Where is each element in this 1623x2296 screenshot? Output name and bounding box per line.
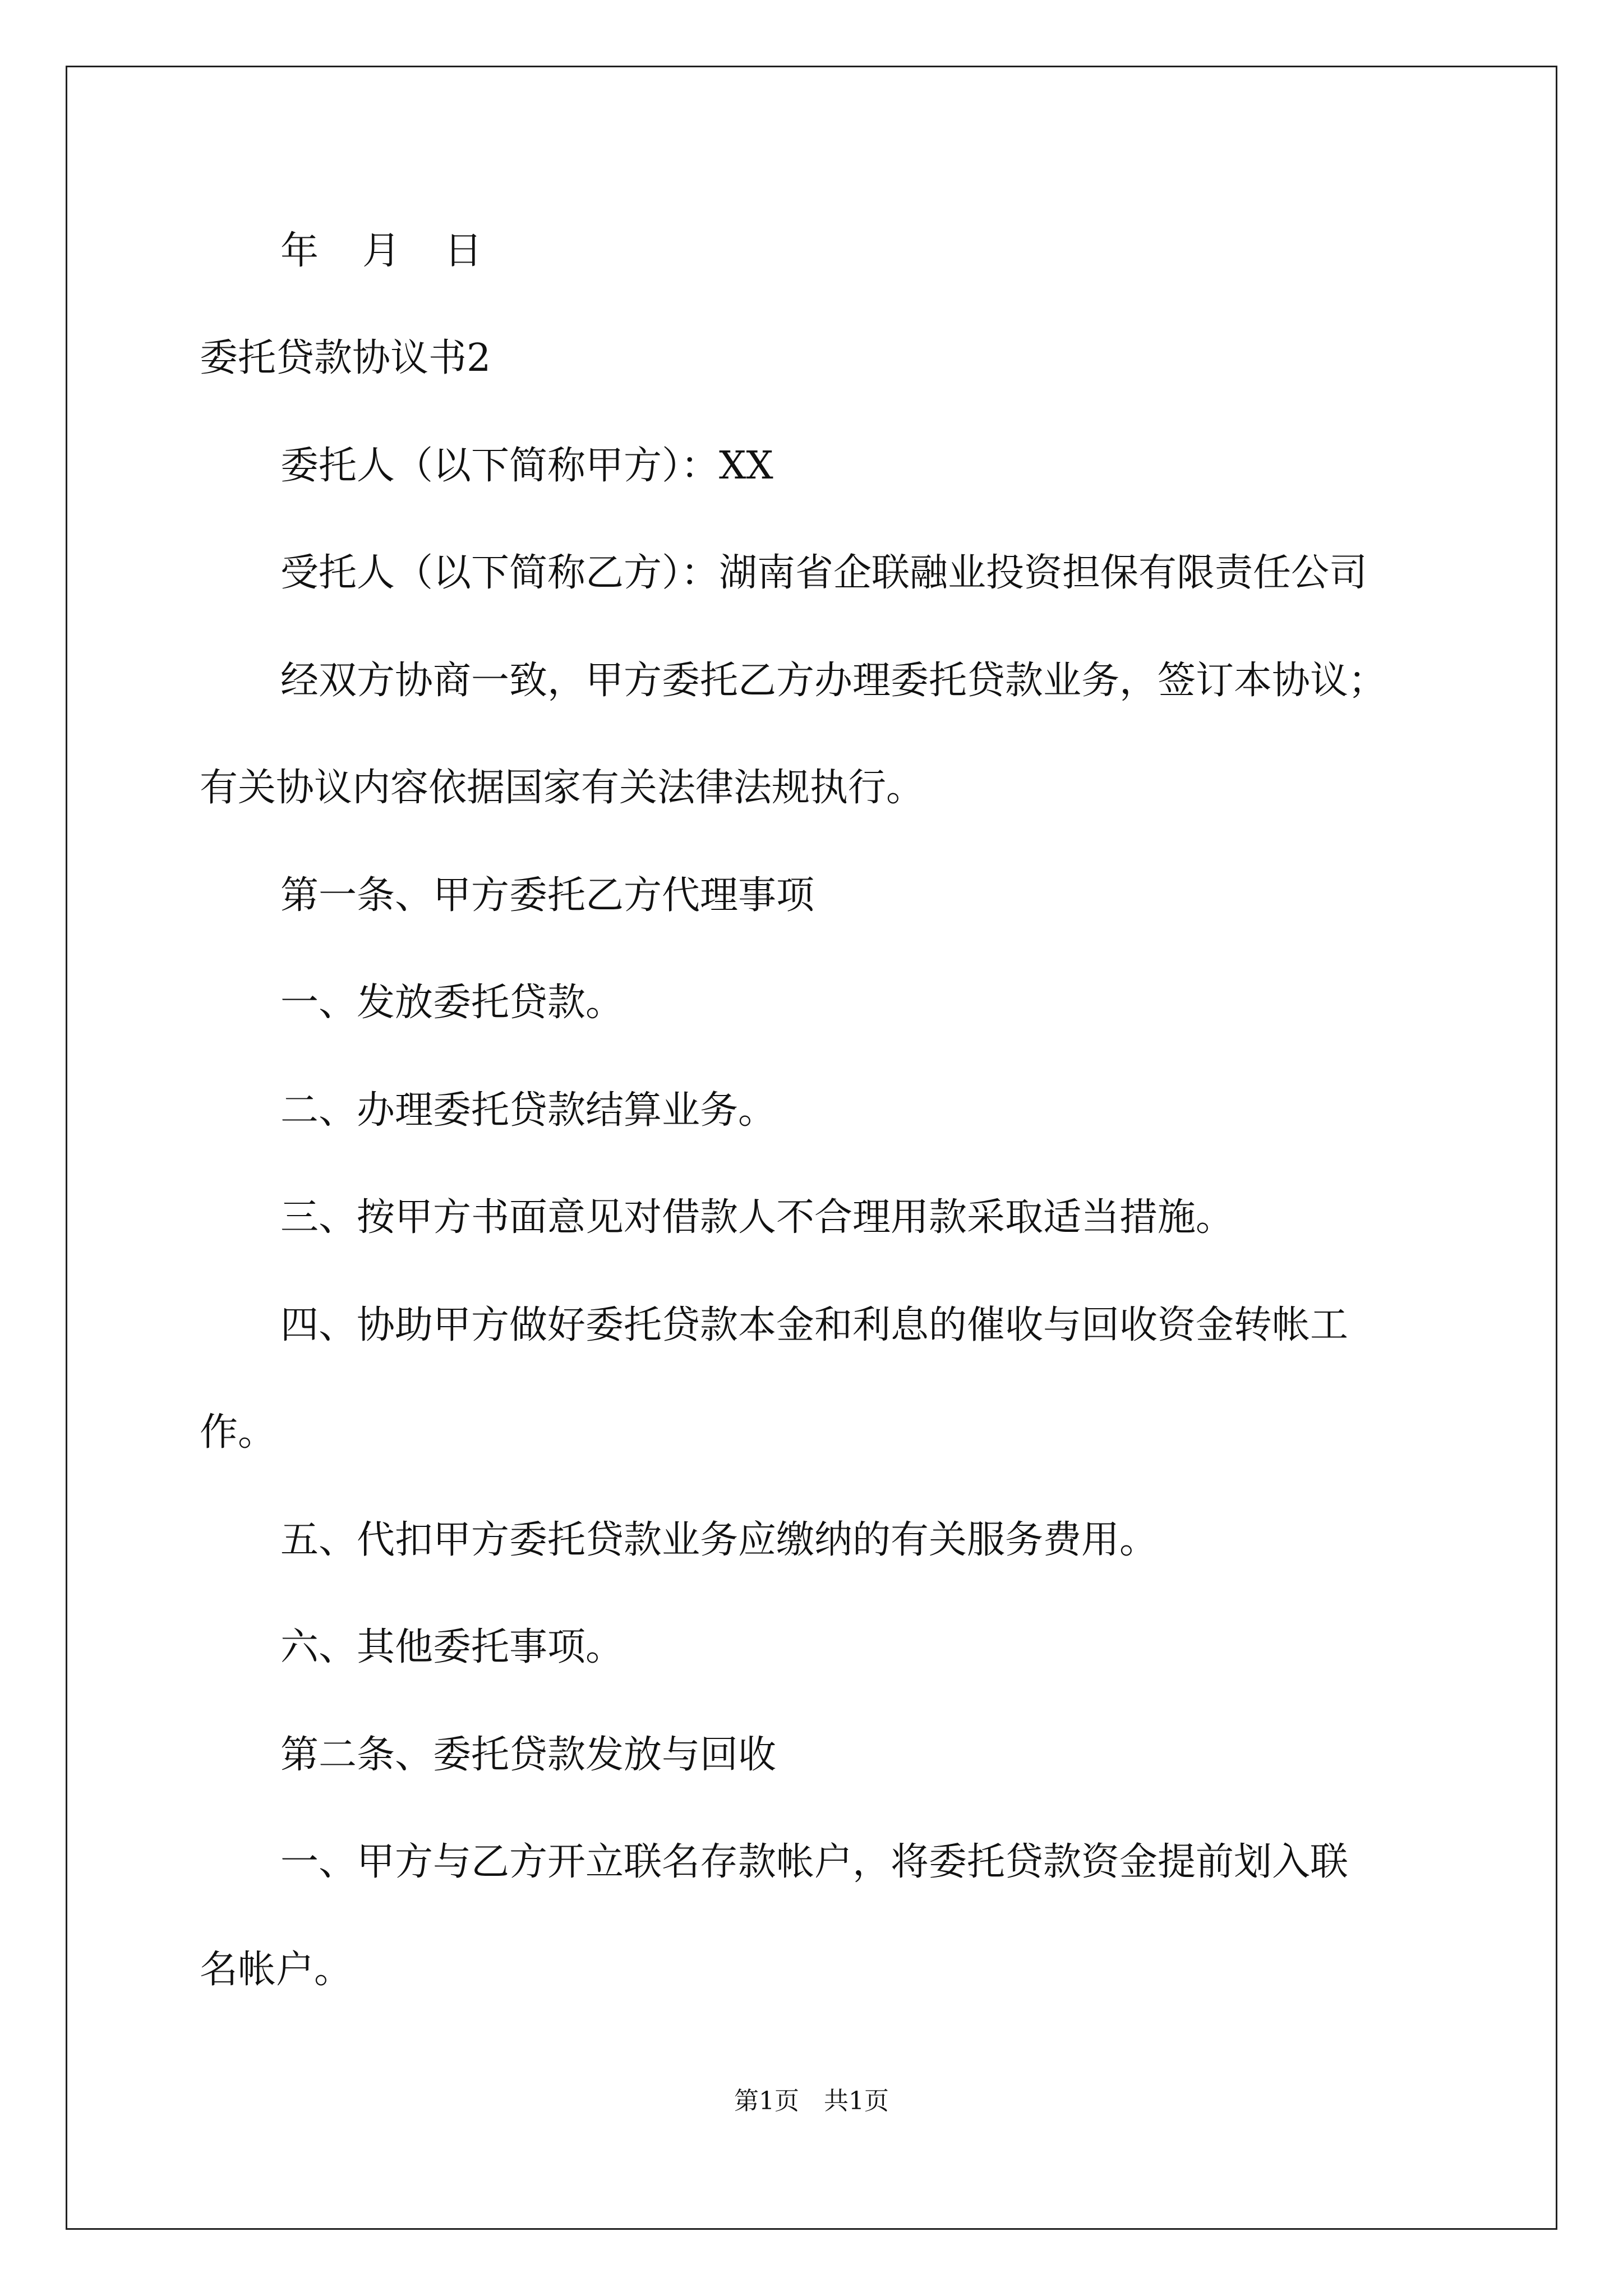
footer-page-number: 第1页 <box>734 2087 799 2115</box>
paragraph-entrustor: 委托人（以下简称甲方）：XX <box>280 444 773 488</box>
article-1-item-4-cont: 作。 <box>200 1410 276 1455</box>
article-1-item-4: 四、协助甲方做好委托贷款本金和利息的催收与回收资金转帐工 <box>280 1303 1349 1347</box>
date-year: 年 <box>280 229 319 273</box>
article-1-item-1: 一、发放委托贷款。 <box>280 981 624 1025</box>
article-1-item-2: 二、办理委托贷款结算业务。 <box>280 1088 777 1133</box>
article-1-item-3: 三、按甲方书面意见对借款人不合理用款采取适当措施。 <box>280 1195 1234 1240</box>
date-month: 月 <box>362 229 401 273</box>
article-1-heading: 第一条、甲方委托乙方代理事项 <box>280 873 815 918</box>
paragraph-trustee: 受托人（以下简称乙方）：湖南省企联融业投资担保有限责任公司 <box>280 551 1368 595</box>
document-title: 委托贷款协议书2 <box>200 336 491 380</box>
article-2-item-1-cont: 名帐户。 <box>200 1948 353 1992</box>
paragraph-agreement: 经双方协商一致，甲方委托乙方办理委托贷款业务，签订本协议； <box>280 659 1387 703</box>
article-1-item-6: 六、其他委托事项。 <box>280 1625 624 1669</box>
paragraph-agreement-cont: 有关协议内容依据国家有关法律法规执行。 <box>200 766 925 810</box>
article-2-item-1: 一、甲方与乙方开立联名存款帐户，将委托贷款资金提前划入联 <box>280 1840 1349 1884</box>
page-border <box>66 66 1557 2230</box>
date-day: 日 <box>444 229 483 273</box>
date-line <box>280 229 483 273</box>
article-1-item-5: 五、代扣甲方委托贷款业务应缴纳的有关服务费用。 <box>280 1518 1158 1562</box>
article-2-heading: 第二条、委托贷款发放与回收 <box>280 1733 777 1777</box>
footer-total-pages: 共1页 <box>824 2087 889 2115</box>
page-footer <box>0 2089 1623 2114</box>
